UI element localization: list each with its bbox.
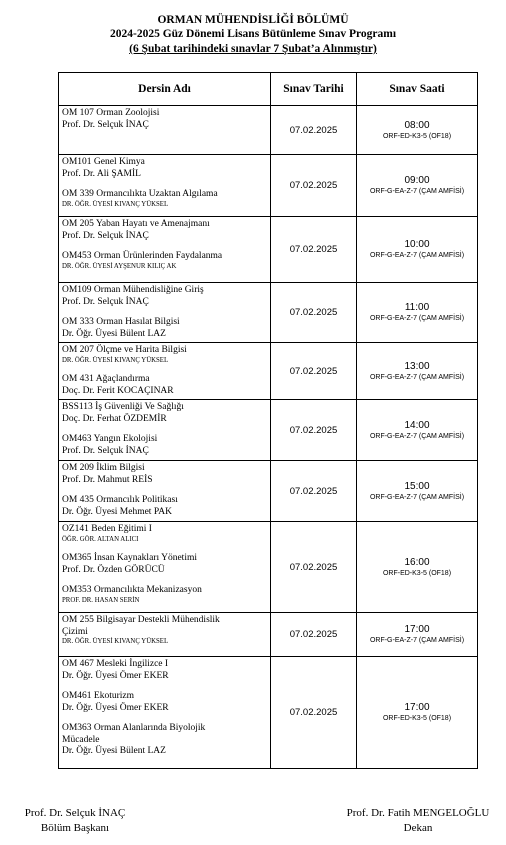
line-spacer	[62, 308, 268, 317]
table-row	[59, 613, 478, 657]
exam-place: ORF-G-EA-Z-7 (ÇAM AMFİSİ)	[369, 432, 465, 440]
course-line: Doç. Dr. Ferhat ÖZDEMİR	[62, 413, 167, 424]
signature-department-head	[0, 806, 150, 836]
exam-place: ORF-G-EA-Z-7 (ÇAM AMFİSİ)	[369, 252, 465, 259]
course-line: OZ141 Beden Eğitimi I	[62, 524, 152, 534]
exam-time: 11:00	[404, 302, 430, 313]
course-line: Dr. Öğr. Üyesi Bülent LAZ	[62, 328, 166, 339]
exam-time-cell	[357, 522, 478, 613]
exam-time-cell	[357, 217, 478, 283]
signature-title: Dekan	[403, 822, 433, 834]
course-line: Prof. Dr. Selçuk İNAÇ	[62, 119, 149, 130]
exam-time-cell	[357, 613, 478, 657]
course-cell	[59, 400, 271, 461]
course-line: OM 467 Mesleki İngilizce I	[62, 659, 169, 669]
line-spacer	[62, 576, 268, 585]
department-title: ORMAN MÜHENDİSLİĞİ BÖLÜMÜ	[157, 14, 349, 26]
table-row	[59, 400, 478, 461]
line-spacer	[62, 544, 268, 553]
course-line: DR. ÖĞR. ÜYESİ AYŞENUR KILIÇ AK	[62, 262, 177, 270]
exam-schedule-table	[58, 72, 478, 769]
line-spacer	[62, 425, 268, 434]
exam-time-cell	[357, 155, 478, 217]
course-line: Mücadele	[62, 734, 100, 745]
course-line: Dr. Öğr. Üyesi Mehmet PAK	[62, 506, 172, 517]
course-line: Prof. Dr. Özden GÖRÜCÜ	[62, 564, 165, 575]
course-line: Dr. Öğr. Üyesi Bülent LAZ	[62, 746, 166, 756]
course-line: OM 339 Ormancılıkta Uzaktan Algılama	[62, 189, 218, 199]
exam-time: 10:00	[404, 239, 430, 250]
course-line: Çizimi	[62, 626, 88, 637]
course-line: OM 435 Ormancılık Politikası	[62, 495, 178, 505]
line-spacer	[62, 714, 268, 723]
course-line: PROF. DR. HASAN SERİN	[62, 596, 140, 604]
line-spacer	[62, 242, 268, 251]
course-cell	[59, 657, 271, 769]
exam-place: ORF-G-EA-Z-7 (ÇAM AMFİSİ)	[369, 373, 465, 381]
exam-date-cell: 07.02.2025	[271, 217, 357, 283]
course-cell	[59, 613, 271, 657]
course-line: Dr. Öğr. Üyesi Ömer EKER	[62, 702, 169, 713]
course-line: Prof. Dr. Selçuk İNAÇ	[62, 445, 149, 456]
course-line: ÖĞR. GÖR. ALTAN ALICI	[62, 535, 139, 543]
course-line: OM453 Orman Ürünlerinden Faydalanma	[62, 251, 223, 261]
course-line: OM 205 Yaban Hayatı ve Amenajmanı	[62, 219, 210, 229]
exam-place: ORF-ED-K3-5 (OF18)	[382, 569, 452, 577]
course-line: OM365 İnsan Kaynakları Yönetimi	[62, 553, 197, 563]
table-row	[59, 106, 478, 155]
course-line: OM363 Orman Alanlarında Biyolojik	[62, 723, 206, 733]
exam-place: ORF-ED-K3-5 (OF18)	[382, 715, 452, 722]
course-line: DR. ÖĞR. ÜYESİ KIVANÇ YÜKSEL	[62, 638, 169, 645]
course-cell	[59, 106, 271, 155]
exam-place: ORF-G-EA-Z-7 (ÇAM AMFİSİ)	[369, 188, 465, 195]
course-line: Prof. Dr. Selçuk İNAÇ	[62, 230, 149, 241]
course-line: BSS113 İş Güvenliği Ve Sağlığı	[62, 402, 184, 412]
table-body	[59, 106, 478, 769]
course-line: OM 207 Ölçme ve Harita Bilgisi	[62, 345, 187, 355]
exam-time-cell	[357, 400, 478, 461]
exam-place: ORF-G-EA-Z-7 (ÇAM AMFİSİ)	[369, 315, 465, 322]
exam-date-cell: 07.02.2025	[271, 657, 357, 769]
table-row	[59, 657, 478, 769]
line-spacer	[62, 180, 268, 189]
exam-place: ORF-G-EA-Z-7 (ÇAM AMFİSİ)	[369, 493, 465, 501]
course-cell	[59, 155, 271, 217]
line-spacer	[62, 365, 268, 374]
exam-time: 16:00	[404, 556, 430, 568]
column-header-date: Sınav Tarihi	[271, 73, 357, 106]
course-line: OM 209 İklim Bilgisi	[62, 463, 145, 473]
course-line: OM109 Orman Mühendisliğine Giriş	[62, 285, 204, 295]
exam-time: 17:00	[404, 702, 430, 713]
exam-place: ORF-ED-K3-5 (OF18)	[382, 132, 452, 140]
course-line: OM 431 Ağaçlandırma	[62, 374, 150, 384]
course-line: Prof. Dr. Selçuk İNAÇ	[62, 296, 149, 307]
program-title: 2024-2025 Güz Dönemi Lisans Bütünleme Sınav Programı	[109, 28, 397, 40]
table-row	[59, 217, 478, 283]
exam-place: ORF-G-EA-Z-7 (ÇAM AMFİSİ)	[369, 637, 465, 644]
exam-time-cell	[357, 461, 478, 522]
course-line: DR. ÖĞR. ÜYESİ KIVANÇ YÜKSEL	[62, 356, 169, 364]
exam-time: 08:00	[404, 119, 430, 131]
exam-time: 15:00	[404, 480, 430, 492]
course-line: OM 107 Orman Zoolojisi	[62, 108, 160, 118]
course-cell	[59, 217, 271, 283]
course-line: OM101 Genel Kimya	[62, 157, 145, 167]
exam-time-cell	[357, 283, 478, 343]
exam-time: 14:00	[404, 419, 430, 431]
exam-time-cell	[357, 657, 478, 769]
course-line: OM 255 Bilgisayar Destekli Mühendislik	[62, 615, 220, 625]
course-line: Prof. Dr. Mahmut REİS	[62, 474, 153, 485]
table-header-row	[59, 73, 478, 106]
exam-date-cell: 07.02.2025	[271, 461, 357, 522]
course-cell	[59, 343, 271, 400]
exam-time-cell	[357, 343, 478, 400]
course-line: OM353 Ormancılıkta Mekanizasyon	[62, 585, 202, 595]
exam-time: 13:00	[404, 360, 430, 372]
course-line: Prof. Dr. Ali ŞAMİL	[62, 168, 141, 179]
table-row	[59, 522, 478, 613]
signature-name: Prof. Dr. Selçuk İNAÇ	[24, 807, 126, 819]
exam-date-cell: 07.02.2025	[271, 613, 357, 657]
signature-title: Bölüm Başkanı	[40, 822, 110, 834]
signature-dean	[330, 806, 506, 836]
table-row	[59, 461, 478, 522]
course-line: OM463 Yangın Ekolojisi	[62, 434, 158, 444]
course-line: OM 333 Orman Hasılat Bilgisi	[62, 317, 180, 327]
course-cell	[59, 522, 271, 613]
course-cell	[59, 461, 271, 522]
exam-time: 17:00	[404, 624, 430, 635]
exam-date-cell: 07.02.2025	[271, 343, 357, 400]
course-line: Dr. Öğr. Üyesi Ömer EKER	[62, 670, 169, 681]
program-note: (6 Şubat tarihindeki sınavlar 7 Şubat’a Alınmıştır)	[129, 43, 377, 55]
column-header-course: Dersin Adı	[59, 73, 271, 106]
line-spacer	[62, 486, 268, 495]
course-line: OM461 Ekoturizm	[62, 691, 135, 701]
table-row	[59, 283, 478, 343]
exam-time-cell	[357, 106, 478, 155]
exam-date-cell: 07.02.2025	[271, 522, 357, 613]
table-row	[59, 343, 478, 400]
course-cell	[59, 283, 271, 343]
course-line: DR. ÖĞR. ÜYESİ KIVANÇ YÜKSEL	[62, 200, 169, 208]
course-line: Doç. Dr. Ferit KOCAÇINAR	[62, 385, 174, 396]
exam-date-cell: 07.02.2025	[271, 106, 357, 155]
exam-date-cell: 07.02.2025	[271, 400, 357, 461]
exam-date-cell: 07.02.2025	[271, 283, 357, 343]
line-spacer	[62, 682, 268, 691]
column-header-time: Sınav Saati	[357, 73, 478, 106]
table-row	[59, 155, 478, 217]
exam-time: 09:00	[404, 175, 430, 186]
signature-name: Prof. Dr. Fatih MENGELOĞLU	[346, 807, 490, 819]
exam-date-cell: 07.02.2025	[271, 155, 357, 217]
